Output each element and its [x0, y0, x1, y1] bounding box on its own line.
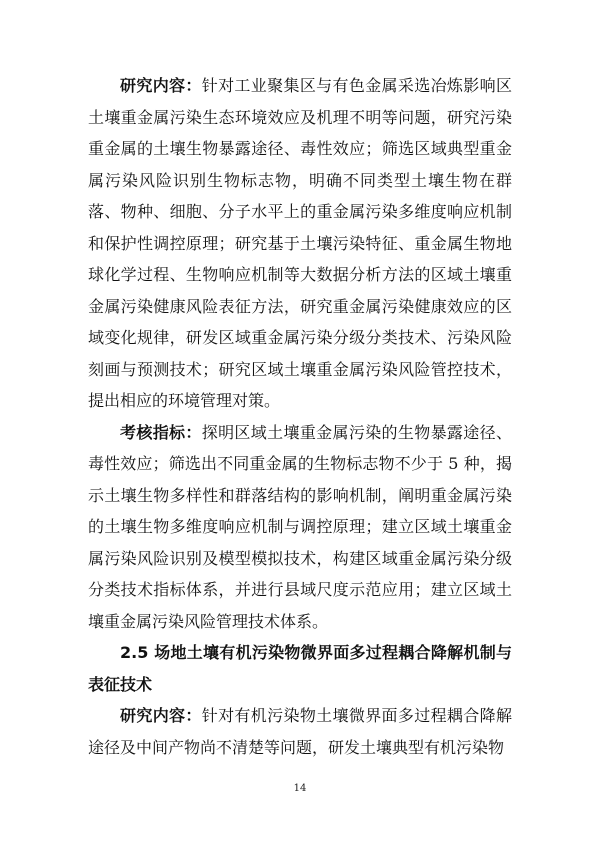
- paragraph-text: 探明区域土壤重金属污染的生物暴露途径、毒性效应；筛选出不同重金属的生物标志物不少于 5 种，揭示土壤生物多样性和群落结构的影响机制，阐明重金属污染的土壤生物多维度响应机制与调控原理；建立区域土壤重金属污染风险识别及模型模拟技术，构建区域重金属污染分级分类技术指标体系，并进行县域尺度示范应用；建立区域土壤重金属污染风险管理技术体系。: [88, 422, 512, 631]
- paragraph-label: 研究内容：: [120, 76, 202, 95]
- paragraph-label: 研究内容：: [120, 706, 202, 725]
- page-number: 14: [293, 783, 307, 794]
- paragraph-text: 针对工业聚集区与有色金属采选冶炼影响区土壤重金属污染生态环境效应及机理不明等问题，研究污染重金属的土壤生物暴露途径、毒性效应；筛选区域典型重金属污染风险识别生物标志物，明确不同类型土壤生物在群落、物种、细胞、分子水平上的重金属污染多维度响应机制和保护性调控原理；研究基于土壤污染特征、重金属生物地球化学过程、生物响应机制等大数据分析方法的区域土壤重金属污染健康风险表征方法，研究重金属污染健康效应的区域变化规律，研发区域重金属污染分级分类技术、污染风险刻画与预测技术；研究区域土壤重金属污染风险管控技术，提出相应的环境管理对策。: [88, 76, 512, 410]
- paragraph-text: 针对有机污染物土壤微界面多过程耦合降解途径及中间产物尚不清楚等问题，研发土壤典型有机污染物: [88, 706, 512, 757]
- paragraph-assessment-indicators: [88, 417, 512, 638]
- page-footer: [0, 783, 600, 794]
- paragraph-label: 考核指标：: [120, 422, 202, 442]
- paragraph-research-content-2: [88, 700, 512, 763]
- section-heading-2-5: 2.5 场地土壤有机污染物微界面多过程耦合降解机制与表征技术: [88, 643, 512, 694]
- paragraph-research-content-1: [88, 70, 512, 417]
